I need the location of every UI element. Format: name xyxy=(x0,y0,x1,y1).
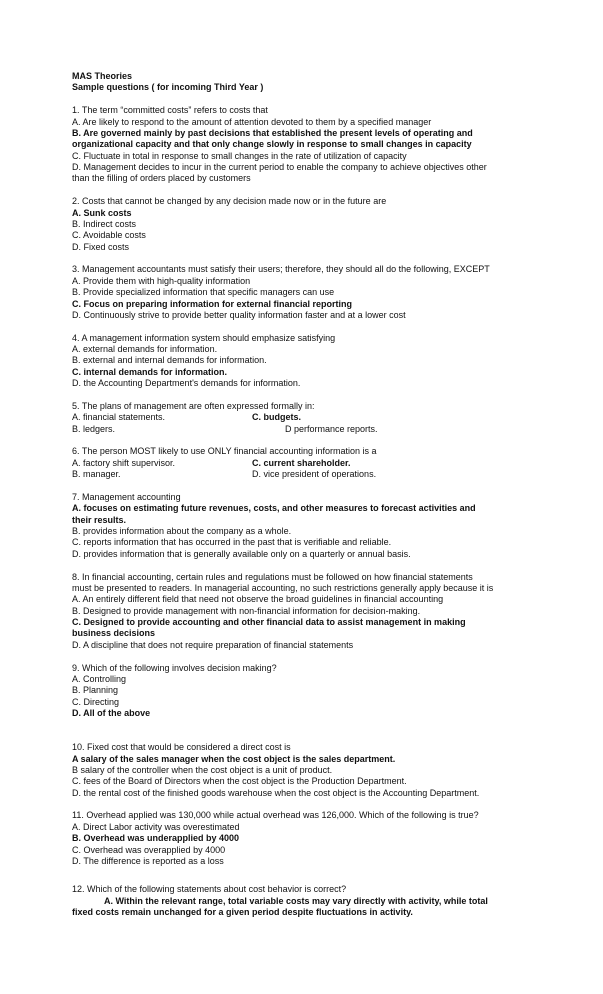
question-4 xyxy=(72,333,552,390)
option: A. external demands for information. xyxy=(72,344,218,354)
spacer xyxy=(72,94,552,105)
option-row xyxy=(72,458,552,469)
correct-answer: C. Designed to provide accounting and other financial data to assist management in making xyxy=(72,617,466,627)
option: than the filling of orders placed by customers xyxy=(72,173,251,184)
question-list xyxy=(72,94,552,919)
spacer xyxy=(72,185,552,196)
option: B. Designed to provide management with non-financial information for decision-making. xyxy=(72,605,421,616)
spacer xyxy=(72,253,552,264)
question-text: 1. The term “committed costs” refers to costs that xyxy=(72,105,268,116)
correct-answer: B. Are governed mainly by past decisions that established the present levels of operating and xyxy=(72,127,473,138)
correct-answer: C. Focus on preparing information for external financial reporting xyxy=(72,298,353,309)
option: B. external and internal demands for information. xyxy=(72,355,267,366)
option: C. fees of the Board of Directors when the cost object is the Production Department. xyxy=(72,776,407,787)
option: D performance reports. xyxy=(285,423,378,434)
question-text: 8. In financial accounting, certain rules and regulations must be followed on how financial statements xyxy=(72,571,473,582)
correct-answer: A. Sunk costs xyxy=(72,207,132,218)
option: B salary of the controller when the cost object is a unit of product. xyxy=(72,764,333,775)
option: D. provides information that is generally available only on a quarterly or annual basis. xyxy=(72,548,411,559)
document-title: MAS Theories xyxy=(72,71,133,81)
option: A. Are likely to respond to the amount of attention devoted to them by a specified manager xyxy=(72,116,432,127)
question-6 xyxy=(72,446,552,480)
correct-answer: C. current shareholder. xyxy=(252,457,351,468)
option: C. Fluctuate in total in response to small changes in the rate of utilization of capacity xyxy=(72,150,407,161)
option: A. Direct Labor activity was overestimated xyxy=(72,821,240,832)
question-text: 5. The plans of management are often expressed formally in: xyxy=(72,400,315,411)
question-text: 9. Which of the following involves decision making? xyxy=(72,662,277,673)
option: A. Controlling xyxy=(72,673,127,684)
option: B. Planning xyxy=(72,685,119,696)
spacer xyxy=(72,651,552,662)
question-text: 12. Which of the following statements about cost behavior is correct? xyxy=(72,884,347,895)
option: D. the rental cost of the finished goods warehouse when the cost object is the Accounting Department. xyxy=(72,787,480,798)
question-8 xyxy=(72,572,552,652)
spacer xyxy=(72,560,552,571)
question-text: 10. Fixed cost that would be considered a direct cost is xyxy=(72,742,291,753)
option: C. Avoidable costs xyxy=(72,230,146,241)
option: A. financial statements. xyxy=(72,412,166,423)
question-text: 2. Costs that cannot be changed by any decision made now or in the future are xyxy=(72,196,387,207)
correct-answer: D. All of the above xyxy=(72,708,151,718)
correct-answer: organizational capacity and that only change slowly in response to small changes in capacity xyxy=(72,139,472,150)
option: A. factory shift supervisor. xyxy=(72,457,176,468)
document-subtitle: Sample questions ( for incoming Third Year ) xyxy=(72,82,264,93)
question-5 xyxy=(72,401,552,435)
option: A. Provide them with high-quality information xyxy=(72,275,251,286)
question-text: 3. Management accountants must satisfy their users; therefore, they should all do the following, EXCEPT xyxy=(72,264,490,275)
question-text: 7. Management accounting xyxy=(72,491,181,502)
option: B. Provide specialized information that specific managers can use xyxy=(72,287,335,298)
question-text: 4. A management information system should emphasize satisfying xyxy=(72,332,336,343)
option: D. Fixed costs xyxy=(72,241,130,252)
document-page xyxy=(72,71,552,918)
option: C. Overhead was overapplied by 4000 xyxy=(72,844,226,855)
correct-answer: C. internal demands for information. xyxy=(72,366,228,377)
option: D. The difference is reported as a loss xyxy=(72,855,224,866)
option: D. A discipline that does not require preparation of financial statements xyxy=(72,639,354,650)
option: C. Directing xyxy=(72,696,120,707)
question-12 xyxy=(72,884,552,918)
option: D. vice president of operations. xyxy=(252,469,377,480)
option-row xyxy=(72,412,552,423)
spacer xyxy=(72,390,552,401)
option-row xyxy=(72,469,552,480)
question-9 xyxy=(72,663,552,720)
question-1 xyxy=(72,105,552,185)
option: B. manager. xyxy=(72,469,121,480)
spacer xyxy=(72,799,552,810)
option: D. Management decides to incur in the current period to enable the company to achieve objectives other xyxy=(72,162,487,172)
question-2 xyxy=(72,196,552,253)
option: C. reports information that has occurred in the past that is verifiable and reliable. xyxy=(72,537,392,548)
spacer xyxy=(72,321,552,332)
question-3 xyxy=(72,264,552,321)
correct-answer: A. focuses on estimating future revenues, costs, and other measures to forecast activities and xyxy=(72,503,476,514)
correct-answer: A. Within the relevant range, total variable costs may vary directly with activity, while total xyxy=(104,895,488,906)
spacer xyxy=(72,435,552,446)
correct-answer: A salary of the sales manager when the cost object is the sales department. xyxy=(72,753,396,764)
option: D. the Accounting Department's demands for information. xyxy=(72,378,301,389)
option: B. Indirect costs xyxy=(72,218,137,229)
question-10 xyxy=(72,742,552,799)
question-text: 6. The person MOST likely to use ONLY financial accounting information is a xyxy=(72,446,377,457)
spacer xyxy=(72,867,552,884)
correct-answer: B. Overhead was underapplied by 4000 xyxy=(72,833,240,844)
option: must be presented to readers. In managerial accounting, no such restrictions generally apply because it is xyxy=(72,582,494,593)
correct-answer: fixed costs remain unchanged for a given period despite fluctuations in activity. xyxy=(72,907,413,917)
option: B. ledgers. xyxy=(72,423,116,434)
spacer xyxy=(72,481,552,492)
option-row xyxy=(72,424,552,435)
question-7 xyxy=(72,492,552,560)
question-11 xyxy=(72,810,552,867)
correct-answer: business decisions xyxy=(72,628,156,639)
question-text: 11. Overhead applied was 130,000 while actual overhead was 126,000. Which of the following is true? xyxy=(72,810,479,821)
spacer xyxy=(72,719,552,742)
correct-answer: their results. xyxy=(72,514,127,525)
correct-answer: C. budgets. xyxy=(252,412,301,423)
option: A. An entirely different field that need not observe the broad guidelines in financial accounting xyxy=(72,594,444,605)
option: D. Continuously strive to provide better quality information faster and at a lower cost xyxy=(72,309,406,320)
option: B. provides information about the company as a whole. xyxy=(72,526,292,536)
